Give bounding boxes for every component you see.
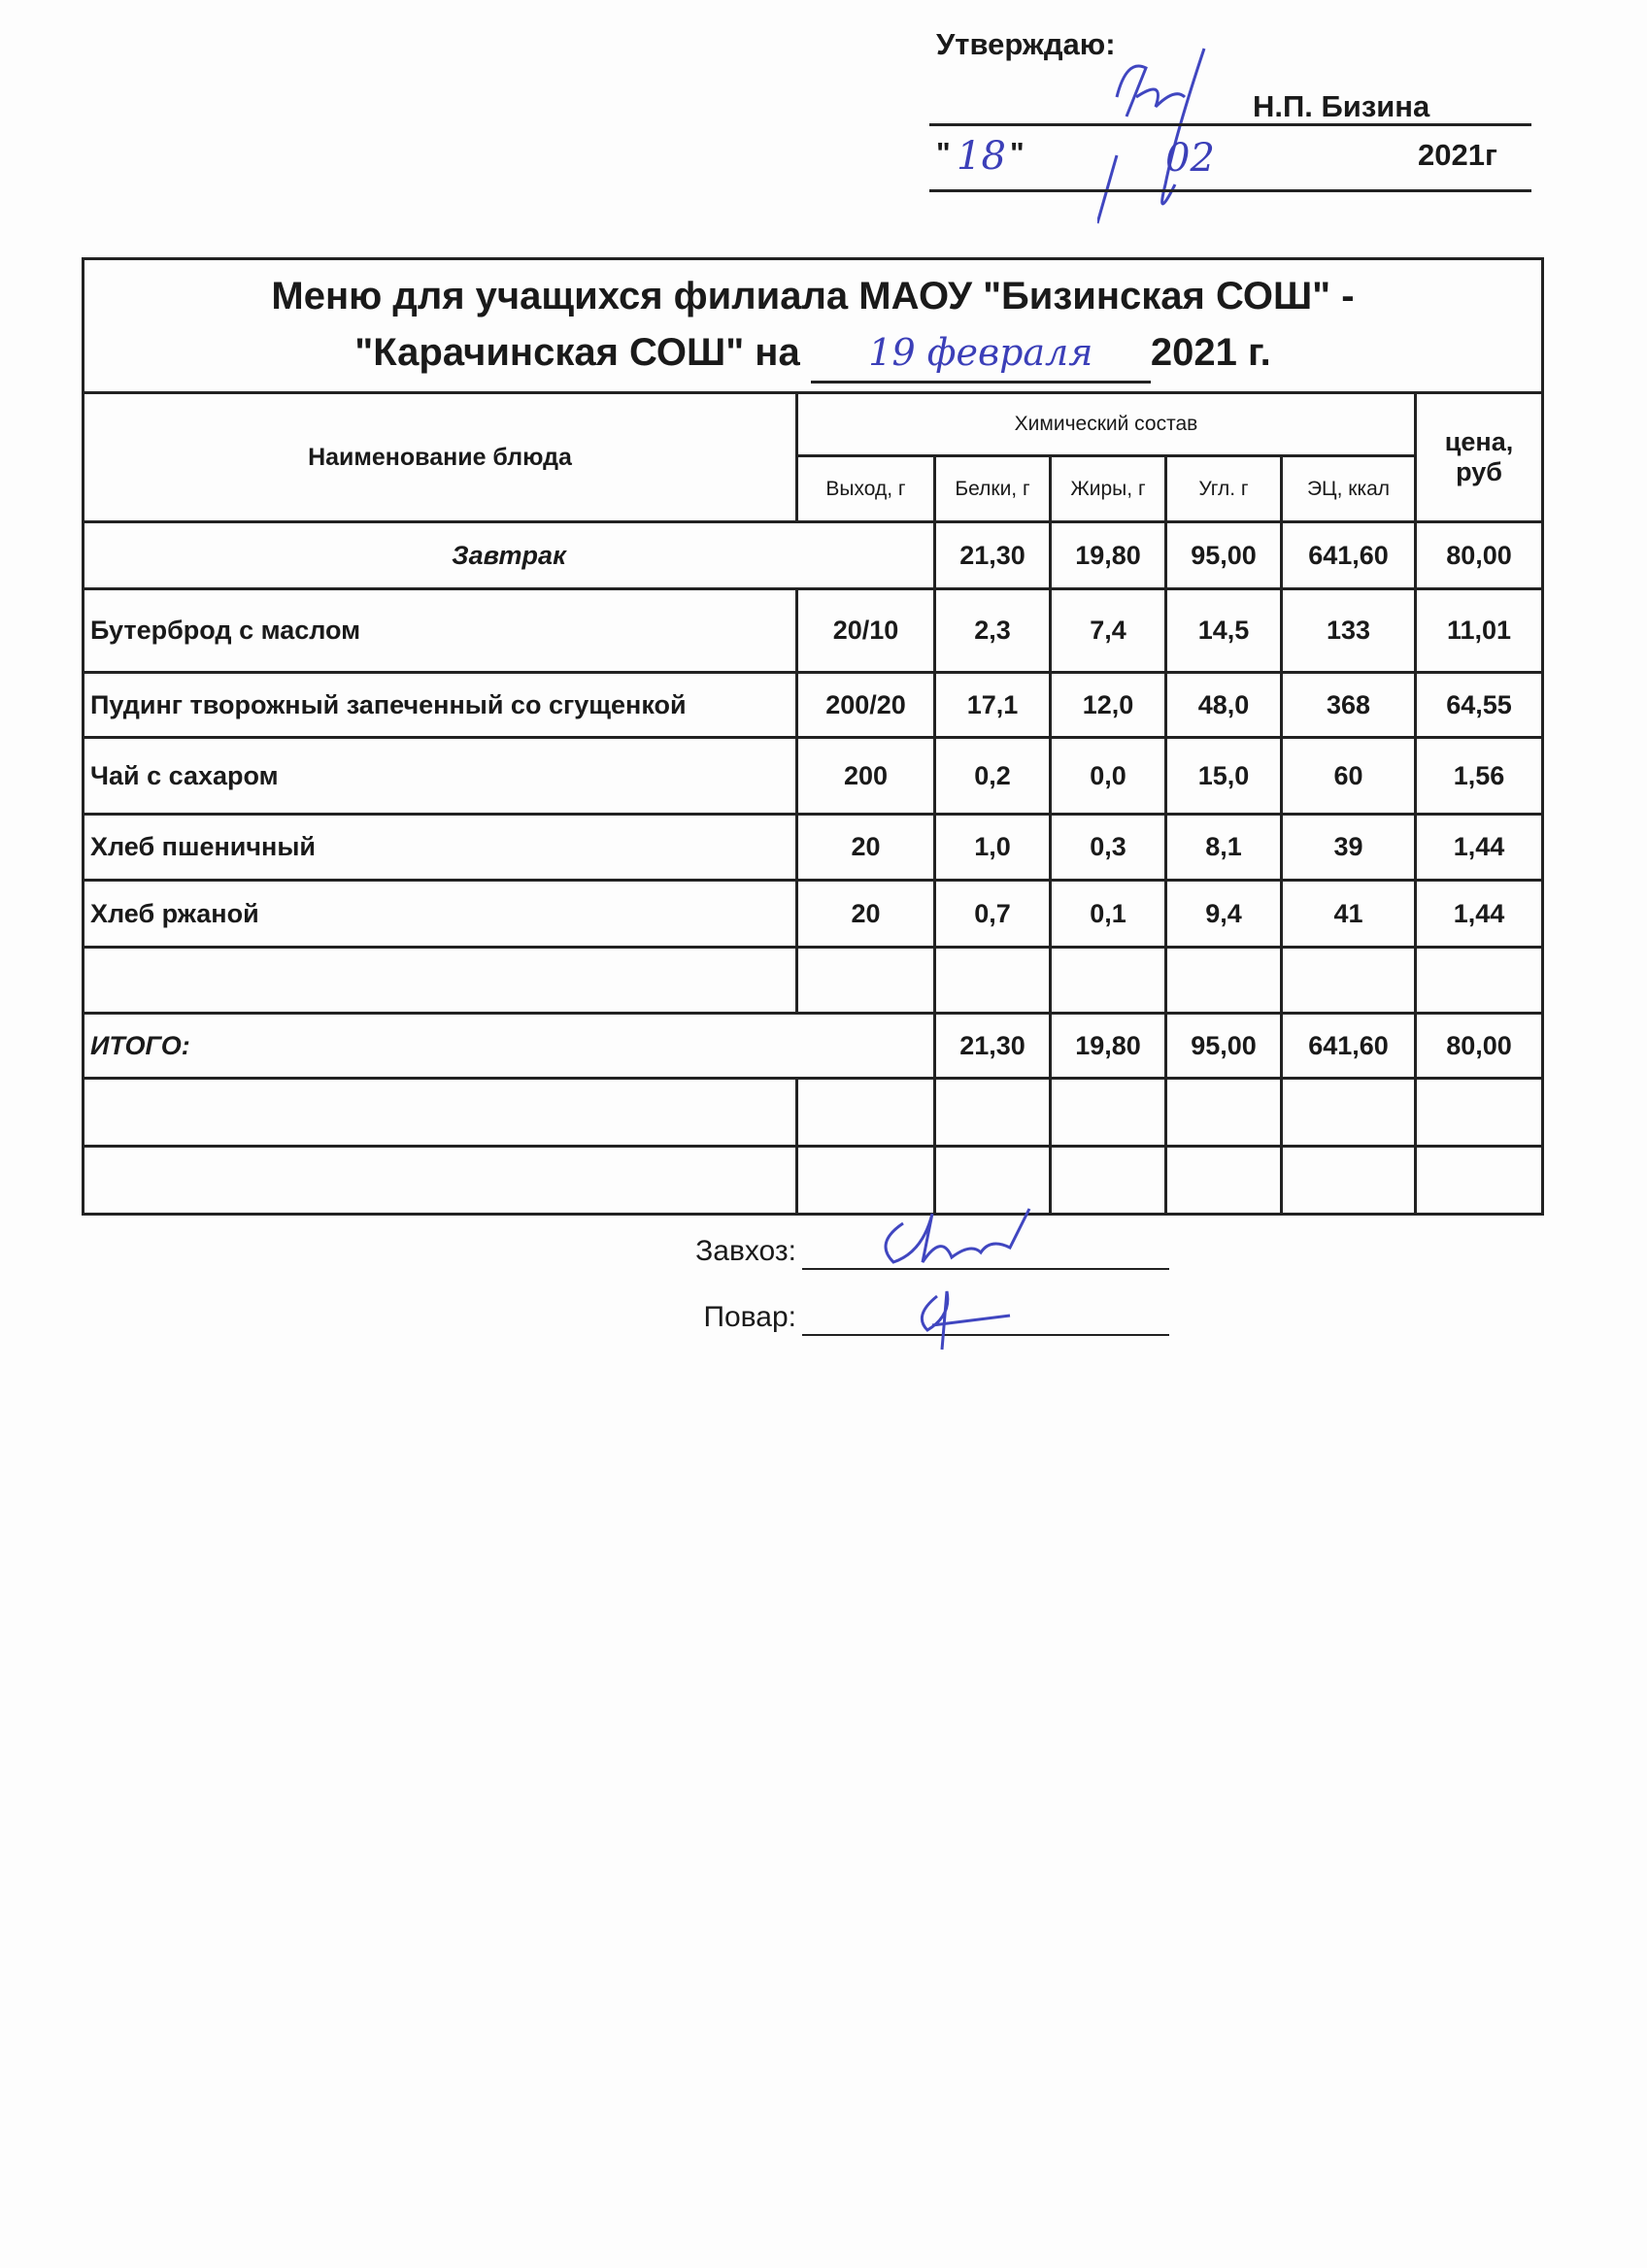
header-energy: ЭЦ, ккал [1282, 456, 1416, 522]
cell-fat: 0,1 [1051, 881, 1166, 948]
cell-name: Хлеб ржаной [84, 881, 797, 948]
table-row [84, 738, 1543, 815]
empty-row [84, 948, 1543, 1014]
quote-open: " [936, 136, 951, 170]
approval-year: 2021г [1418, 138, 1497, 172]
cell-fat: 7,4 [1051, 589, 1166, 673]
approval-day: 18 [957, 134, 1006, 179]
storekeeper-label: Завхоз: [695, 1235, 796, 1267]
cell-carbs: 14,5 [1166, 589, 1282, 673]
total-price: 80,00 [1416, 1014, 1543, 1079]
approver-name: Н.П. Бизина [1253, 89, 1430, 123]
cell-name: Бутерброд с маслом [84, 589, 797, 673]
total-protein: 21,30 [935, 1014, 1051, 1079]
meal-carbs: 95,00 [1166, 522, 1282, 589]
empty-row [84, 1079, 1543, 1147]
header-price: цена, руб [1416, 393, 1543, 522]
cell-fat: 0,0 [1051, 738, 1166, 815]
cell-price: 64,55 [1416, 673, 1543, 738]
menu-title [84, 259, 1543, 393]
cell-carbs: 15,0 [1166, 738, 1282, 815]
table-row [84, 815, 1543, 881]
cell-energy: 133 [1282, 589, 1416, 673]
cell-yield: 200/20 [797, 673, 935, 738]
title-line1: Меню для учащихся филиала МАОУ "Бизинская СОШ" - [271, 275, 1355, 317]
cell-protein: 17,1 [935, 673, 1051, 738]
total-energy: 641,60 [1282, 1014, 1416, 1079]
cell-energy: 368 [1282, 673, 1416, 738]
table-row [84, 673, 1543, 738]
total-carbs: 95,00 [1166, 1014, 1282, 1079]
total-row [84, 1014, 1543, 1079]
cell-name: Хлеб пшеничный [84, 815, 797, 881]
meal-energy: 641,60 [1282, 522, 1416, 589]
cell-price: 1,44 [1416, 881, 1543, 948]
meal-row [84, 522, 1543, 589]
cell-price: 1,44 [1416, 815, 1543, 881]
menu-table [82, 257, 1544, 1216]
empty-row [84, 1147, 1543, 1215]
meal-protein: 21,30 [935, 522, 1051, 589]
cell-carbs: 48,0 [1166, 673, 1282, 738]
cell-protein: 1,0 [935, 815, 1051, 881]
cell-carbs: 8,1 [1166, 815, 1282, 881]
cell-yield: 20 [797, 881, 935, 948]
title-line2-prefix: "Карачинская СОШ" на [354, 331, 800, 374]
cell-fat: 0,3 [1051, 815, 1166, 881]
date-line [929, 189, 1531, 192]
meal-label: Завтрак [84, 522, 935, 589]
table-row [84, 881, 1543, 948]
cell-protein: 0,2 [935, 738, 1051, 815]
header-name: Наименование блюда [84, 393, 797, 522]
cell-energy: 41 [1282, 881, 1416, 948]
approval-month: 02 [1165, 136, 1215, 181]
meal-fat: 19,80 [1051, 522, 1166, 589]
cell-protein: 0,7 [935, 881, 1051, 948]
quote-close: " [1010, 136, 1025, 170]
approval-label: Утверждаю: [936, 27, 1116, 61]
cell-fat: 12,0 [1051, 673, 1166, 738]
cook-signature-icon [903, 1277, 1020, 1354]
cell-carbs: 9,4 [1166, 881, 1282, 948]
title-date: 19 февраля [811, 324, 1151, 384]
storekeeper-signature-icon [864, 1204, 1078, 1282]
cell-yield: 20 [797, 815, 935, 881]
header-chem: Химический состав [797, 393, 1416, 456]
cell-energy: 39 [1282, 815, 1416, 881]
cell-protein: 2,3 [935, 589, 1051, 673]
signature-line [929, 123, 1531, 126]
cell-yield: 200 [797, 738, 935, 815]
header-fat: Жиры, г [1051, 456, 1166, 522]
cell-price: 1,56 [1416, 738, 1543, 815]
cell-name: Чай с сахаром [84, 738, 797, 815]
meal-price: 80,00 [1416, 522, 1543, 589]
cell-name: Пудинг творожный запеченный со сгущенкой [84, 673, 797, 738]
total-label: ИТОГО: [84, 1014, 935, 1079]
cell-yield: 20/10 [797, 589, 935, 673]
table-row [84, 589, 1543, 673]
total-fat: 19,80 [1051, 1014, 1166, 1079]
header-carbs: Угл. г [1166, 456, 1282, 522]
header-protein: Белки, г [935, 456, 1051, 522]
title-line2-suffix: 2021 г. [1150, 331, 1271, 374]
cell-energy: 60 [1282, 738, 1416, 815]
header-yield: Выход, г [797, 456, 935, 522]
cell-price: 11,01 [1416, 589, 1543, 673]
cook-label: Повар: [703, 1301, 796, 1333]
